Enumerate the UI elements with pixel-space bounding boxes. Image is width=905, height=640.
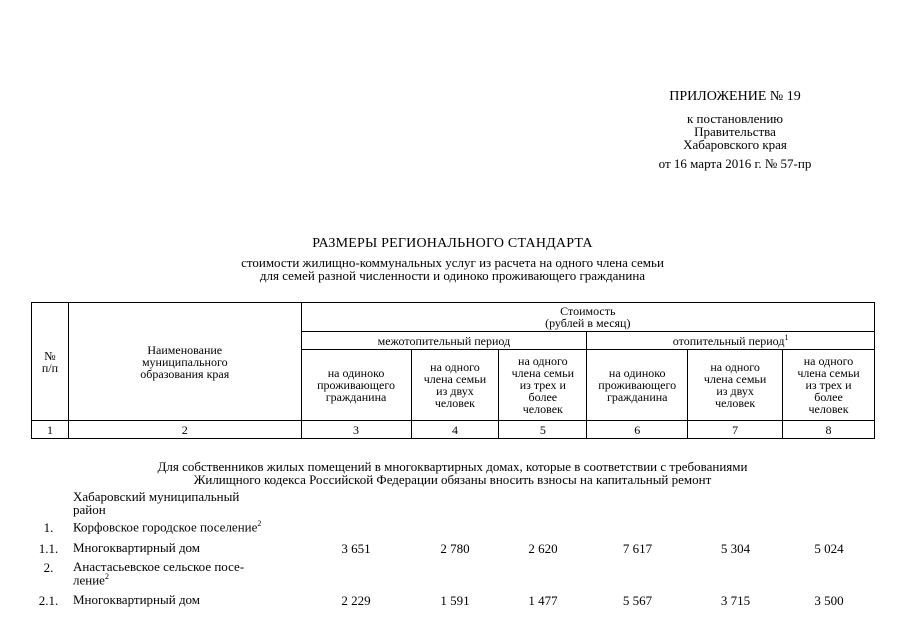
section-heading [0,460,905,486]
col-number-8: 8 [783,421,875,439]
header-period-heating [587,332,875,350]
row-value-4: 7 617 [622,541,653,556]
row-value-6: 5 024 [814,541,844,556]
appendix-line-3: Хабаровского края [683,137,787,152]
col-number-6: 6 [587,421,688,439]
row-name-wrap [73,560,303,586]
col-number-3: 3 [301,421,411,439]
subheader-2: на одного члена семьи из двух человек [411,350,499,421]
row-value-6: 3 500 [814,593,844,608]
appendix-date: от 16 марта 2016 г. № 57-пр [658,156,812,171]
subheader-5: на одного члена семьи из двух человек [688,350,783,421]
row-value-3: 2 620 [528,541,558,556]
row-value-1: 3 651 [341,541,371,556]
document-title: РАЗМЕРЫ РЕГИОНАЛЬНОГО СТАНДАРТА [312,236,593,251]
row-value-2: 2 780 [440,541,470,556]
section-line-2: Жилищного кодекса Российской Федерации обязаны вносить взносы на капитальный ремонт [193,472,712,487]
row-number: 1.1. [38,541,59,556]
row-name: Хабаровский муниципальный район [73,489,240,517]
header-period-non-heating: межотопительный период [301,332,587,350]
row-name: Анастасьевское сельское посе- ление [73,559,245,588]
row-value-2: 1 591 [440,593,470,608]
row-name: Корфовское городское поселение [73,519,258,535]
row-number: 1. [43,520,54,535]
appendix-block [625,90,845,170]
header-col-num: № п/п [32,303,69,421]
col-number-4: 4 [411,421,499,439]
row-value-5: 5 304 [720,541,751,556]
header-col-name: Наименование муниципального образования края [68,303,301,421]
subtitle-line-1: стоимости жилищно-коммунальных услуг из расчета на одного члена семьи [241,255,664,270]
footnote-marker: 1 [784,333,789,342]
subheader-1: на одиноко проживающего гражданина [301,350,411,421]
header-cost: Стоимость (рублей в месяц) [301,303,874,332]
footnote-marker: 2 [257,519,262,528]
row-name: Многоквартирный дом [73,540,201,555]
subheader-4: на одиноко проживающего гражданина [587,350,688,421]
appendix-line-1: к постановлению [686,111,784,126]
subheader-3: на одного члена семьи из трех и более человек [499,350,587,421]
section-line-1: Для собственников жилых помещений в многоквартирных домах, которые в соответствии с требованиями [157,459,748,474]
row-number: 2. [43,560,54,575]
col-number-1: 1 [32,421,69,439]
row-value-3: 1 477 [528,593,558,608]
appendix-line-2: Правительства [694,124,776,139]
row-value-5: 3 715 [720,593,751,608]
appendix-title: ПРИЛОЖЕНИЕ № 19 [669,89,801,104]
standards-table-header [31,302,875,439]
subheader-6: на одного члена семьи из трех и более человек [783,350,875,421]
col-number-5: 5 [499,421,587,439]
col-number-2: 2 [68,421,301,439]
row-name-wrap [73,520,303,533]
row-name: Многоквартирный дом [73,592,201,607]
subtitle-line-2: для семей разной численности и одиноко проживающего гражданина [259,268,646,283]
col-number-7: 7 [688,421,783,439]
document-subtitle [0,256,905,282]
row-value-1: 2 229 [341,593,371,608]
footnote-marker: 2 [104,572,109,581]
row-value-4: 5 567 [622,593,653,608]
row-number: 2.1. [38,593,59,608]
header-period-heating-label: отопительный период [672,334,785,348]
